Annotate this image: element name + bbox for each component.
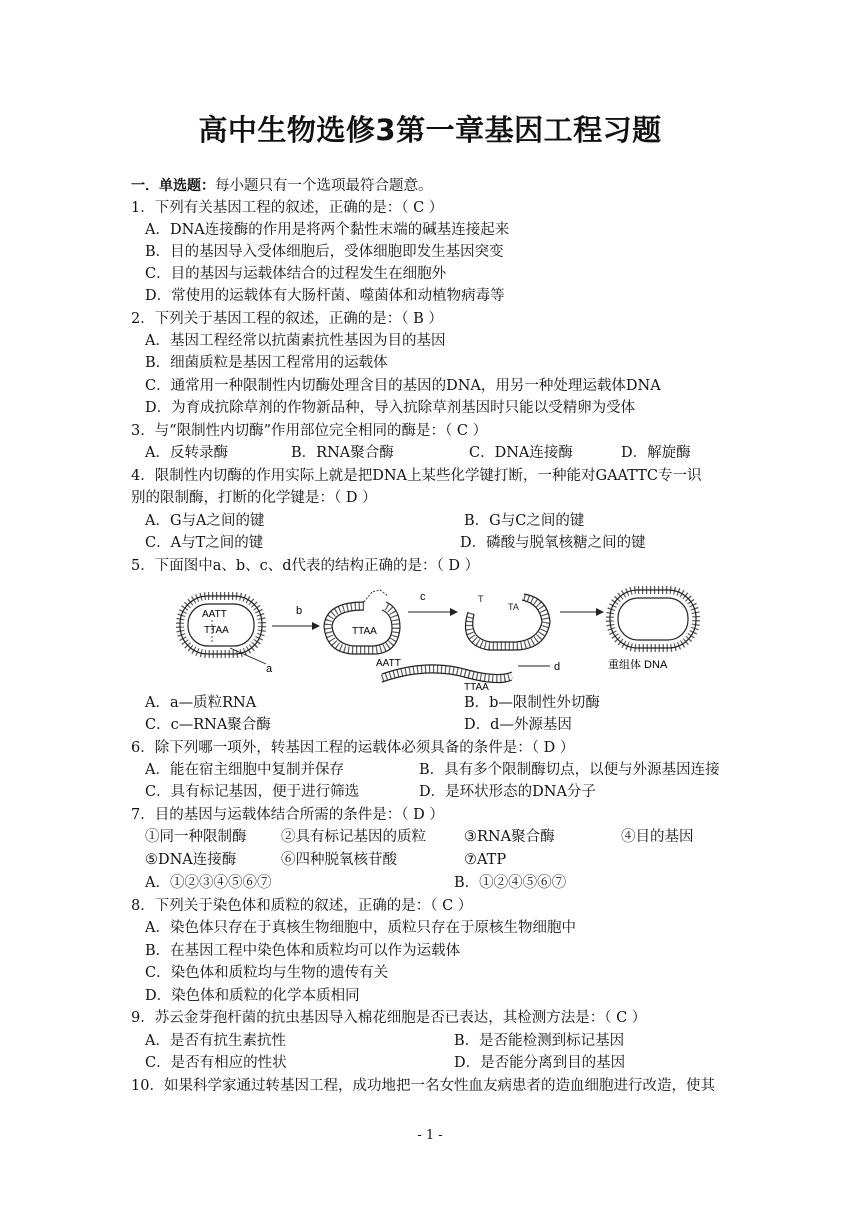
q7-stem: 7．目的基因与运载体结合所需的条件是：（ D ） [131,807,444,823]
q2-stem: 2．下列关于基因工程的叙述，正确的是：（ B ） [131,311,443,327]
page-title: 高中生物选修3第一章基因工程习题 [198,113,662,147]
q6-option-b: B．具有多个限制酶切点，以便与外源基因连接 [419,762,720,778]
q5-option-d: D．d—外源基因 [464,717,572,733]
recombinant-plasmid [610,590,696,648]
plasmid-circle-2-cut [324,590,400,654]
q9-option-d: D．是否能分离到目的基因 [454,1055,626,1071]
q7-item-1: ①同一种限制酶 [145,829,247,845]
q1-option-b: B．目的基因导入受体细胞后，受体细胞即发生基因突变 [145,244,504,260]
q2-option-a: A．基因工程经常以抗菌素抗性基因为目的基因 [145,333,446,349]
seq-top-1: AATT [202,609,227,620]
section-heading: 一．单选题： [131,178,215,194]
q5-option-c: C．c—RNA聚合酶 [145,717,271,733]
q9-option-b: B．是否能检测到标记基因 [454,1033,625,1049]
q4-option-a: A．G与A之间的键 [145,513,265,529]
q7-option-b: B．①②④⑤⑥⑦ [454,875,567,891]
q7-item-4: ④目的基因 [621,829,694,845]
q7-item-3: ③RNA聚合酶 [464,829,555,845]
q6-option-c: C．具有标记基因，便于进行筛选 [145,784,360,800]
q4-option-c: C．A与T之间的键 [145,535,264,551]
seq-bottom-2: TTAA [352,626,377,637]
q6-option-d: D．是环状形态的DNA分子 [419,784,596,800]
foreign-gene-strand [382,665,512,683]
label-c: c [420,591,426,603]
q3-option-c: C．DNA连接酶 [469,445,573,461]
q4-stem-line1: 4．限制性内切酶的作用实际上就是把DNA上某些化学键打断，一种能对GAATTC专一识 [131,468,702,484]
label-a: a [266,663,273,675]
label-d: d [554,661,561,673]
q8-option-b: B．在基因工程中染色体和质粒均可以作为运载体 [145,943,461,959]
q7-item-2: ②具有标记基因的质粒 [281,829,426,845]
q6-stem: 6．除下列哪一项外，转基因工程的运载体必须具备的条件是：（ D ） [131,740,575,756]
seq-bottom-1: TTAA [204,625,229,636]
q8-option-d: D．染色体和质粒的化学本质相同 [145,988,360,1004]
q4-option-b: B．G与C之间的键 [464,513,585,529]
q2-option-b: B．细菌质粒是基因工程常用的运载体 [145,355,388,371]
q9-option-a: A．是否有抗生素抗性 [145,1033,286,1049]
q8-option-a: A．染色体只存在于真核生物细胞中，质粒只存在于原核生物细胞中 [145,920,576,936]
q3-option-d: D．解旋酶 [621,445,691,461]
q7-option-a: A．①②③④⑤⑥⑦ [145,875,272,891]
q10-stem: 10．如果科学家通过转基因工程，成功地把一名女性血友病患者的造血细胞进行改造，使其 [131,1078,715,1094]
q7-item-5: ⑤DNA连接酶 [145,852,237,868]
q1-option-a: A．DNA连接酶的作用是将两个黏性末端的碱基连接起来 [145,222,510,238]
svg-text:TA: TA [508,602,519,612]
q8-option-c: C．染色体和质粒均与生物的遗传有关 [145,965,389,981]
q3-option-a: A．反转录酶 [145,445,228,461]
q5-option-b: B．b—限制性外切酶 [464,695,600,711]
q5-stem: 5．下面图中a、b、c、d代表的结构正确的是：（ D ） [131,558,480,574]
page-number: - 1 - [417,1128,443,1143]
label-b: b [296,605,303,617]
q9-stem: 9．苏云金芽孢杆菌的抗虫基因导入棉花细胞是否已表达，其检测方法是：（ C ） [131,1010,647,1026]
q7-item-6: ⑥四种脱氧核苷酸 [281,852,397,868]
section-header [131,176,433,196]
q4-stem-line2: 别的限制酶，打断的化学键是：（ D ） [131,490,377,506]
dna-recombination-figure [168,582,708,692]
seq-bottom-d: TTAA [464,682,489,692]
plasmid-circle-3-open [466,594,551,650]
section-desc: 每小题只有一个选项最符合题意。 [215,178,433,194]
q8-stem: 8．下列关于染色体和质粒的叙述，正确的是：（ C ） [131,898,473,914]
product-label: 重组体 DNA [608,659,668,671]
q3-stem: 3．与“限制性内切酶”作用部位完全相同的酶是：（ C ） [131,423,488,439]
q2-option-d: D．为育成抗除草剂的作物新品种，导入抗除草剂基因时只能以受精卵为受体 [145,400,636,416]
q5-option-a: A．a—质粒RNA [145,695,257,711]
q6-option-a: A．能在宿主细胞中复制并保存 [145,762,344,778]
q4-option-d: D．磷酸与脱氧核糖之间的键 [460,535,646,551]
seq-top-d: AATT [376,658,401,669]
q1-option-d: D．常使用的运载体有大肠杆菌、噬菌体和动植物病毒等 [145,288,505,304]
q1-option-c: C．目的基因与运载体结合的过程发生在细胞外 [145,266,447,282]
q1-stem: 1．下列有关基因工程的叙述，正确的是：（ C ） [131,200,444,216]
q3-option-b: B．RNA聚合酶 [291,445,394,461]
q9-option-c: C．是否有相应的性状 [145,1055,287,1071]
q2-option-c: C．通常用一种限制性内切酶处理含目的基因的DNA，用另一种处理运载体DNA [145,378,661,394]
q7-item-7: ⑦ATP [464,852,507,868]
svg-text:T: T [478,594,484,604]
